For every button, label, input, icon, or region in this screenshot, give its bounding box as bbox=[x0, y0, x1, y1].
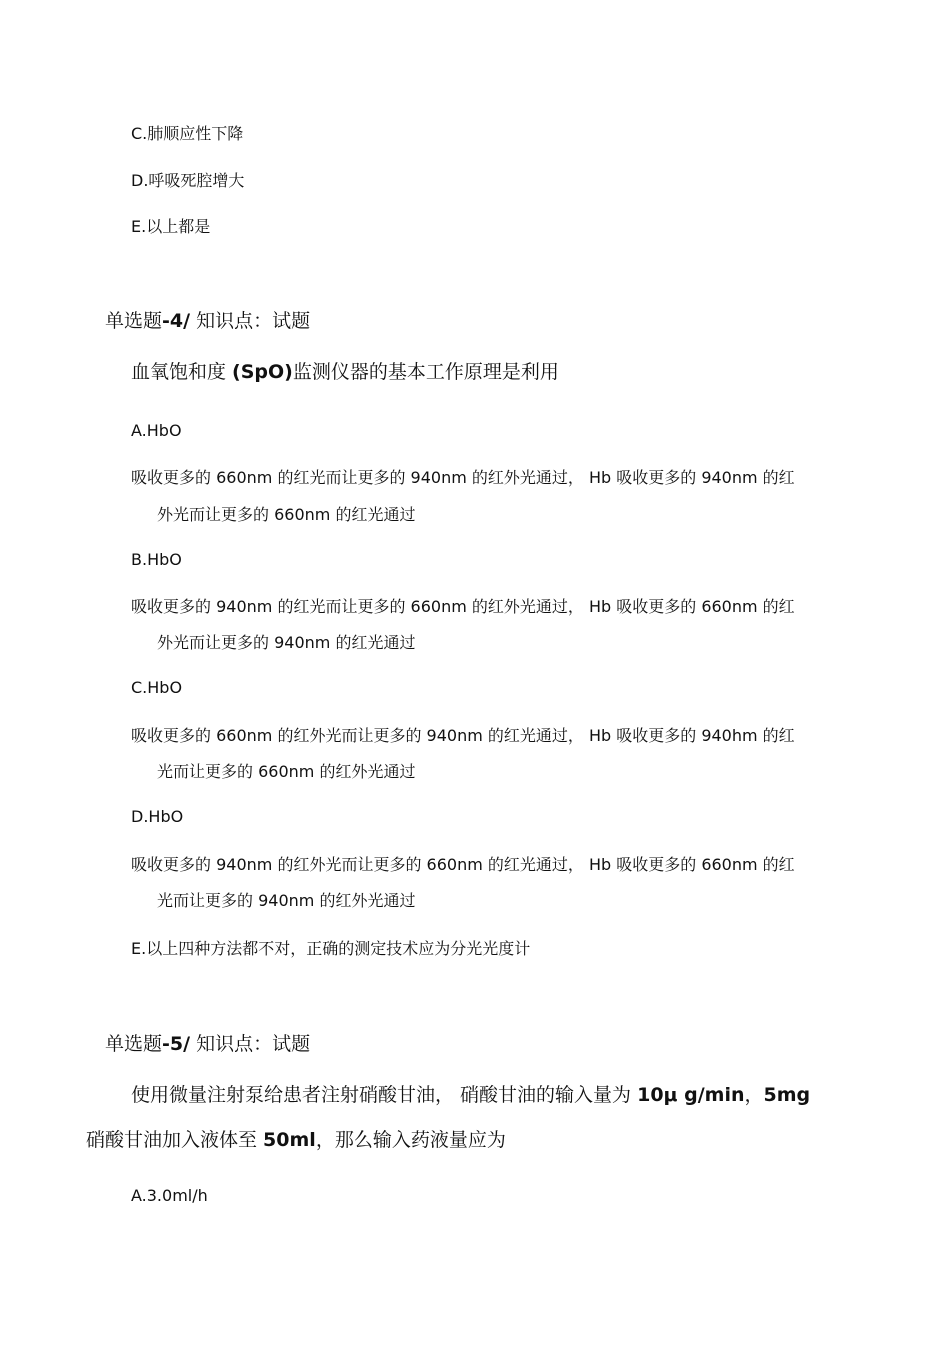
q4-option-c-text-line2: 光而让更多的 660nm 的红外光通过 bbox=[157, 762, 416, 781]
q5-header-suffix: 知识点：试题 bbox=[190, 1033, 311, 1055]
q5-stem-amount: 5mg bbox=[763, 1084, 811, 1106]
q5-stem-line2-text: 硝酸甘油加入液体至 bbox=[86, 1129, 264, 1151]
q4-option-a-label: A.HbO bbox=[131, 421, 182, 440]
q4-header bbox=[105, 306, 310, 333]
q3-option-d: D.呼吸死腔增大 bbox=[131, 171, 245, 190]
q5-stem-line2 bbox=[86, 1125, 506, 1152]
q4-option-c-label: C.HbO bbox=[131, 678, 183, 697]
q5-stem-dose: 10μ g/min bbox=[637, 1084, 745, 1106]
q5-stem-comma: ， bbox=[744, 1084, 764, 1106]
q5-stem-line1-text: 使用微量注射泵给患者注射硝酸甘油， 硝酸甘油的输入量为 bbox=[131, 1084, 638, 1106]
q5-stem-volume: 50ml bbox=[263, 1129, 316, 1151]
q4-option-b-text-line2: 外光而让更多的 940nm 的红光通过 bbox=[157, 633, 416, 652]
q4-header-suffix: 知识点：试题 bbox=[190, 310, 311, 332]
q4-option-a-text-line1: 吸收更多的 660nm 的红光而让更多的 940nm 的红外光通过， Hb 吸收更多的 940nm 的红 bbox=[131, 468, 795, 487]
q5-stem-line1 bbox=[131, 1080, 810, 1107]
q5-option-a: A.3.0ml/h bbox=[131, 1186, 208, 1205]
q4-option-d-label: D.HbO bbox=[131, 807, 184, 826]
q4-option-d-text-line2: 光而让更多的 940nm 的红外光通过 bbox=[157, 891, 416, 910]
q4-option-b-text-line1: 吸收更多的 940nm 的红光而让更多的 660nm 的红外光通过， Hb 吸收更多的 660nm 的红 bbox=[131, 597, 795, 616]
q5-stem-line2-end: ，那么输入药液量应为 bbox=[315, 1129, 506, 1151]
q4-stem-part2: 监测仪器的基本工作原理是利用 bbox=[292, 361, 559, 383]
q3-option-e: E.以上都是 bbox=[131, 217, 211, 236]
q4-option-c-text-line1: 吸收更多的 660nm 的红外光而让更多的 940nm 的红光通过， Hb 吸收更多的 940hm 的红 bbox=[131, 726, 795, 745]
q4-option-b-label: B.HbO bbox=[131, 550, 182, 569]
q4-stem-part1: 血氧饱和度 bbox=[131, 361, 233, 383]
q4-option-d-text-line1: 吸收更多的 940nm 的红外光而让更多的 660nm 的红光通过， Hb 吸收更多的 660nm 的红 bbox=[131, 855, 795, 874]
q3-option-c: C.肺顺应性下降 bbox=[131, 124, 244, 143]
q4-header-number: -4/ bbox=[162, 310, 191, 332]
q4-stem-spo: (SpO) bbox=[232, 361, 293, 383]
q4-option-a-text-line2: 外光而让更多的 660nm 的红光通过 bbox=[157, 505, 416, 524]
q5-header-prefix: 单选题 bbox=[105, 1033, 163, 1055]
q4-stem bbox=[131, 357, 559, 384]
q4-option-e: E.以上四种方法都不对，正确的测定技术应为分光光度计 bbox=[131, 939, 531, 958]
q5-header-number: -5/ bbox=[162, 1033, 191, 1055]
q5-header bbox=[105, 1029, 310, 1056]
q4-header-prefix: 单选题 bbox=[105, 310, 163, 332]
